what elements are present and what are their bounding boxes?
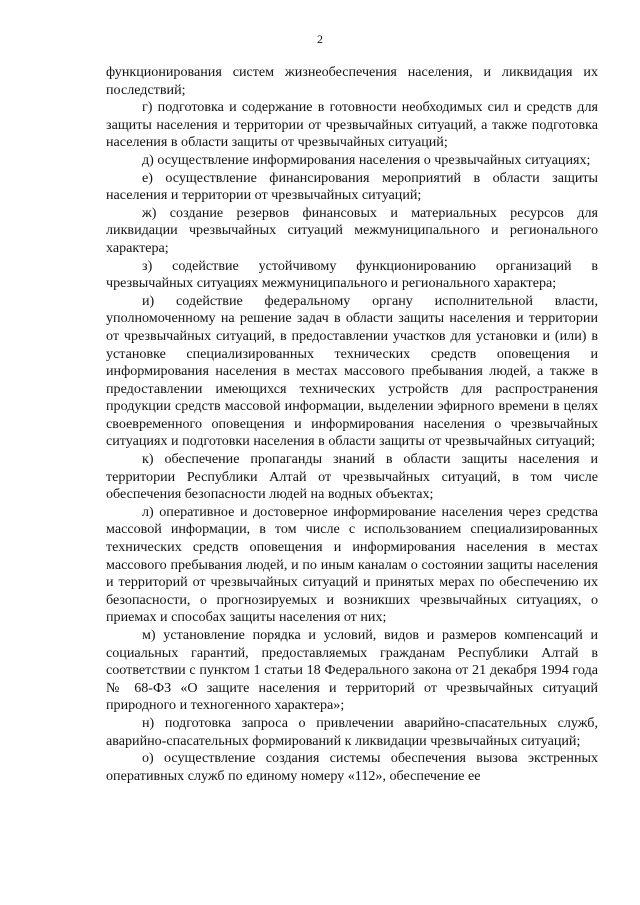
paragraph-item-n: н) подготовка запроса о привлечении аварийно-спасательных служб, аварийно-спасательных формирований к ликвидации чрезвычайных ситуаций;: [106, 714, 598, 749]
paragraph-item-k: к) обеспечение пропаганды знаний в области защиты населения и территории Республики Алтай от чрезвычайных ситуаций, в том числе обеспечения безопасности людей на водных объектах;: [106, 451, 598, 503]
paragraph-item-e: е) осуществление финансирования мероприятий в области защиты населения и территории от чрезвычайных ситуаций;: [106, 169, 598, 204]
paragraph-item-g: г) подготовка и содержание в готовности необходимых сил и средств для защиты населения и территории от чрезвычайных ситуаций, а также подготовка населения в области защиты от чрезвычайных ситуаций;: [106, 99, 598, 151]
paragraph-item-zh: ж) создание резервов финансовых и материальных ресурсов для ликвидации чрезвычайных ситуаций межмуниципального и регионального характера;: [106, 204, 598, 256]
paragraph-item-m: м) установление порядка и условий, видов и размеров компенсаций и социальных гарантий, предоставляемых гражданам Республики Алтай в соответствии с пунктом 1 статьи 18 Федерального закона от 21 декабря 1994 года № 68-ФЗ «О защите населения и территорий от чрезвычайных ситуаций природного и техногенного характера»;: [106, 627, 598, 714]
paragraph-item-d: д) осуществление информирования населения о чрезвычайных ситуациях;: [142, 151, 591, 168]
page-number: 2: [317, 32, 323, 46]
paragraph-item-i: и) содействие федеральному органу исполнительной власти, уполномоченному на решение задач в области защиты населения и территории от чрезвычайных ситуаций, в предоставлении участков для установки и (или) в установке специализированных технических средств оповещения и информирования населения в местах массового пребывания людей, а также в предоставлении имеющихся технических устройств для распространения продукции средств массовой информации, выделении эфирного времени в целях своевременного оповещения и информирования населения о чрезвычайных ситуациях и подготовки населения в области защиты от чрезвычайных ситуаций;: [106, 292, 598, 450]
paragraph-item-z: з) содействие устойчивому функционированию организаций в чрезвычайных ситуациях межмуниципального и регионального характера;: [106, 257, 598, 292]
paragraph-continuation: функционирования систем жизнеобеспечения населения, и ликвидация их последствий;: [106, 64, 598, 98]
paragraph-item-o: о) осуществление создания системы обеспечения вызова экстренных оперативных служб по единому номеру «112», обеспечение ее: [106, 750, 598, 784]
paragraph-item-l: л) оперативное и достоверное информирование населения через средства массовой информации, в том числе с использованием специализированных технических средств оповещения и информирования населения в местах массового пребывания людей, и по иным каналам о состоянии защиты населения и территорий от чрезвычайных ситуаций и принятых мерах по обеспечению их безопасности, о прогнозируемых и возникших чрезвычайных ситуациях, о приемах и способах защиты населения от них;: [106, 503, 598, 626]
document-body: [106, 64, 598, 785]
